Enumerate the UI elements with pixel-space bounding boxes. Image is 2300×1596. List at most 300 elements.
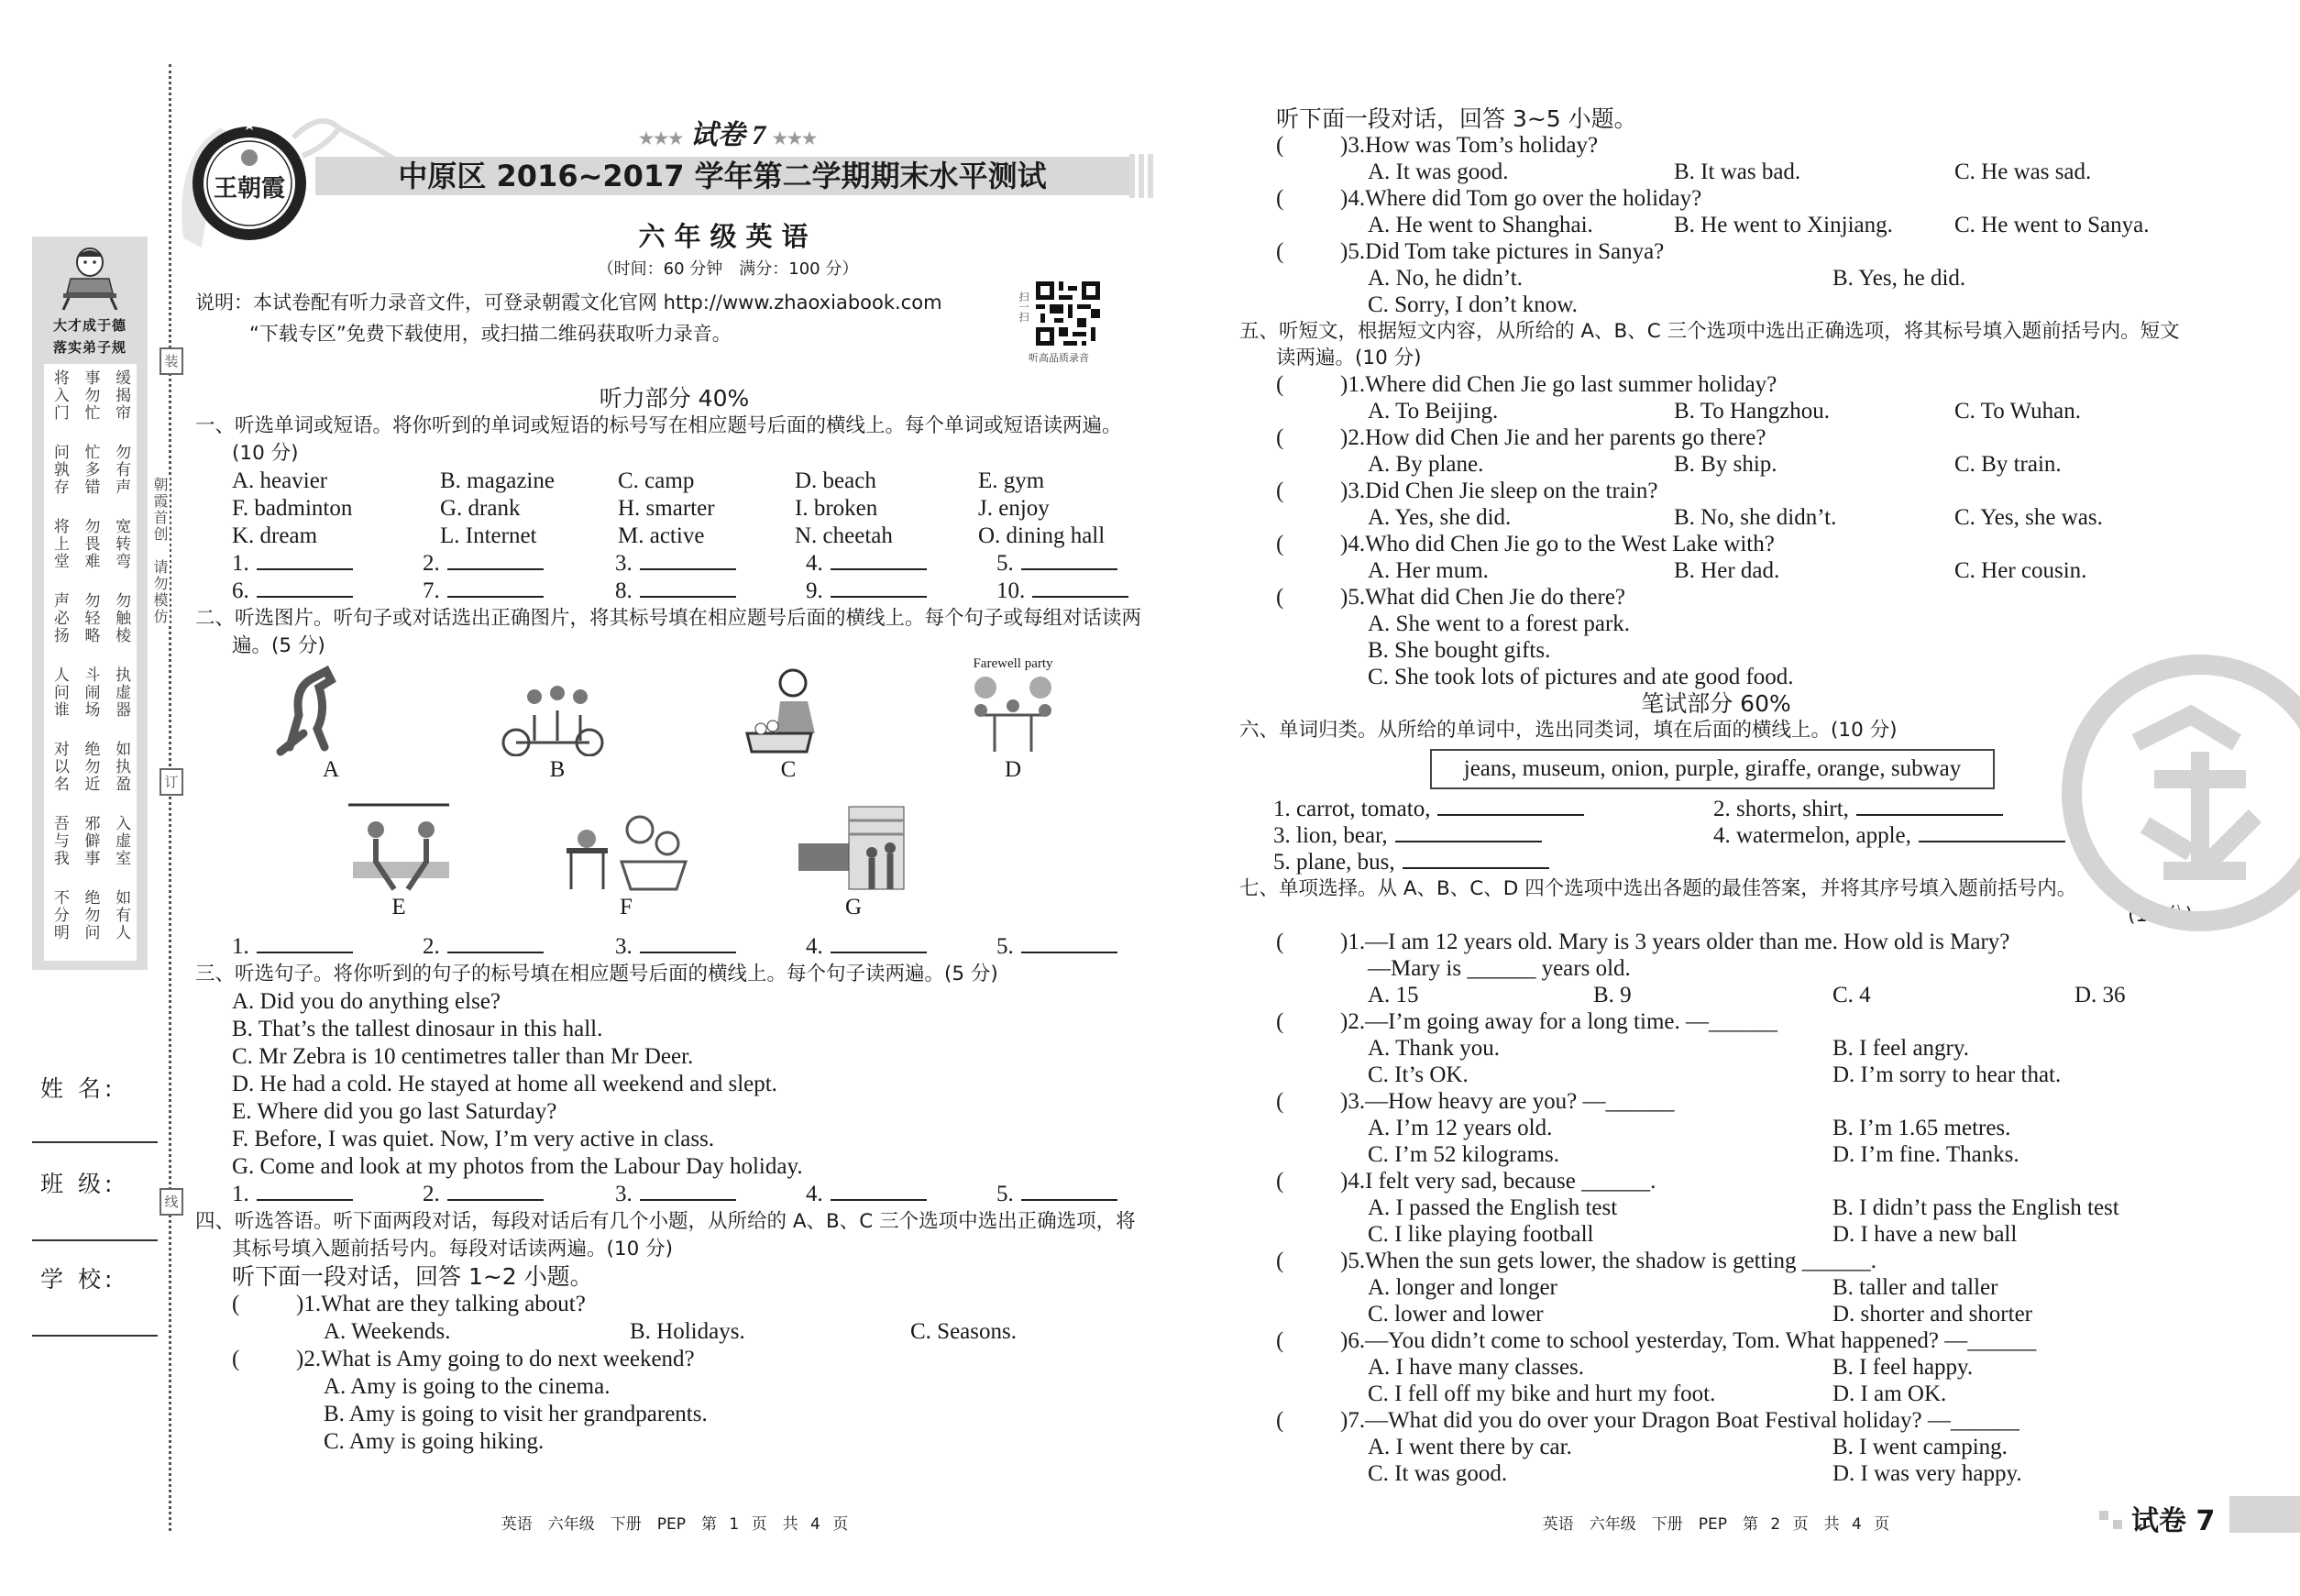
instructions-line-1: 说明：本试卷配有听力录音文件，可登录朝霞文化官网 http://www.zhaoxiabook.com: [195, 292, 942, 314]
picture-label: C: [780, 757, 797, 782]
answer-blank-line: [640, 933, 736, 953]
sentence-option: D. He had a cold. He stayed at home all weekend and slept.: [232, 1072, 777, 1096]
question-number: 1.: [1348, 930, 1366, 954]
answer-blank-line: [831, 578, 927, 598]
answer-option: A. No, he didn’t.: [1368, 266, 1523, 291]
answer-blank-item: [232, 1181, 423, 1208]
answer-option: C. Her cousin.: [1954, 558, 2087, 583]
blank-number: 3.: [615, 1182, 633, 1206]
answer-option: C. Sorry, I don’t know.: [1368, 292, 1578, 317]
verse-column: 入虚室: [112, 815, 131, 867]
question-number: 2.: [303, 1347, 322, 1371]
answer-bracket-open: (: [1276, 425, 1284, 450]
answer-option: A. To Beijing.: [1368, 399, 1499, 424]
answer-blank-item: [615, 550, 806, 578]
answer-blank-item: [232, 550, 423, 578]
question-body: [1340, 1008, 1777, 1035]
answer-option: B. I didn’t pass the English test: [1832, 1195, 2119, 1220]
verse-column: 问孰存: [50, 444, 69, 496]
answer-blank-item: [423, 1181, 615, 1208]
blank-number: 4.: [806, 551, 823, 576]
question-body: [1340, 185, 1701, 212]
answer-options: [1239, 1035, 2193, 1088]
answer-options: [195, 1373, 1153, 1456]
page-1-footer: 英语 六年级 下册 PEP 第 1 页 共 4 页: [501, 1515, 849, 1534]
question-text: —I am 12 years old. Mary is 3 years older than me. How old is Mary?: [1365, 930, 2010, 954]
question-body: [1340, 1327, 2036, 1354]
answer-option: D. I’m sorry to hear that.: [1832, 1062, 2062, 1087]
blank-number: 1.: [232, 1182, 249, 1206]
answer-blank-line: [257, 933, 353, 953]
classification-prompt: 4. watermelon, apple,: [1713, 823, 1911, 848]
answer-bracket-open: (: [232, 1347, 240, 1371]
answer-option: A. I have many classes.: [1368, 1355, 1585, 1380]
word-option: F. badminton: [232, 496, 353, 521]
verse-column: 不分明: [50, 889, 69, 941]
answer-blank-item: [806, 1181, 996, 1208]
question-number: 2.: [1348, 1009, 1366, 1034]
answer-bracket-close: ): [1340, 133, 1348, 158]
answer-option: C. I like playing football: [1368, 1222, 1594, 1247]
answer-bracket-close: ): [1340, 239, 1348, 264]
family-street-icon: [785, 798, 922, 894]
question-text: Where did Chen Jie go last summer holiday?: [1365, 372, 1777, 397]
question-text: When the sun gets lower, the shadow is getting ______.: [1365, 1249, 1877, 1273]
corner-decoration: [2099, 1511, 2108, 1520]
question-body: [1340, 478, 1657, 504]
picture-label: G: [844, 895, 863, 919]
answer-option: B. She bought gifts.: [1368, 638, 1551, 663]
corner-bar: [2229, 1496, 2300, 1533]
dinosaur-icon: [262, 660, 400, 756]
word-option: A. heavier: [232, 468, 328, 493]
answer-blank-item: [423, 933, 615, 961]
classification-prompt: 1. carrot, tomato,: [1273, 797, 1431, 821]
answer-option: D. I am OK.: [1832, 1381, 1947, 1406]
answer-blanks: [195, 1181, 1153, 1208]
section-score: (10 分): [2128, 904, 2193, 926]
blank-number: 8.: [615, 578, 633, 603]
classification-prompt: 5. plane, bus,: [1273, 850, 1395, 875]
question-body: [1340, 238, 1664, 265]
seal-watermark: [2053, 642, 2300, 944]
blank-number: 1.: [232, 934, 249, 959]
answer-option: C. He went to Sanya.: [1954, 213, 2150, 237]
verse-column: 勿畏难: [81, 518, 100, 570]
answer-option: A. He went to Shanghai.: [1368, 213, 1593, 237]
verse-column: 绝勿问: [81, 889, 100, 941]
verse-column: 绝勿近: [81, 741, 100, 793]
word-option: K. dream: [232, 523, 318, 548]
verse-column: 勿触棱: [112, 592, 131, 644]
verse-group: [44, 364, 137, 438]
answer-options: [1239, 265, 2193, 318]
answer-blank-line: [1021, 1181, 1117, 1201]
blank-number: 7.: [423, 578, 440, 603]
answer-blank-item: [806, 578, 996, 605]
picture-g: [785, 798, 922, 921]
sentence-option: F. Before, I was quiet. Now, I’m very active in class.: [232, 1127, 715, 1151]
svg-text:王朝霞: 王朝霞: [213, 175, 286, 203]
verse-group: [44, 735, 137, 809]
answer-bracket-open: (: [1276, 1408, 1284, 1433]
question: [1239, 1008, 2193, 1035]
question-number: 5.: [1348, 1249, 1366, 1273]
question: [1239, 929, 2193, 955]
sentence-option: A. Did you do anything else?: [232, 989, 501, 1014]
answer-options: [1239, 398, 2193, 424]
classification-item: [1273, 822, 1713, 849]
answer-bracket-open: (: [232, 1292, 240, 1316]
question: [1239, 1088, 2193, 1115]
answer-bracket-open: (: [1276, 1328, 1284, 1353]
instructions-line-2: “下载专区”免费下载使用，或扫描二维码获取听力录音。: [249, 323, 732, 345]
verse-column: 斗闹场: [81, 666, 100, 719]
answer-blank-line: [640, 1181, 736, 1201]
blank-number: 9.: [806, 578, 823, 603]
answer-option: C. Amy is going hiking.: [324, 1429, 545, 1454]
answer-blank-line: [447, 1181, 544, 1201]
verse-column: 如有人: [112, 889, 131, 941]
answer-bracket-close: ): [296, 1347, 304, 1371]
blank-number: 5.: [996, 1182, 1014, 1206]
qr-scan-label: 扫一扫: [1018, 292, 1029, 322]
answer-option: C. Yes, she was.: [1954, 505, 2103, 530]
answer-option: B. I feel angry.: [1832, 1036, 1970, 1061]
verse-group: [44, 809, 137, 884]
word-option: E. gym: [978, 468, 1045, 493]
school-line: [32, 1335, 158, 1337]
answer-option: B. No, she didn’t.: [1674, 505, 1837, 530]
question: [195, 1291, 1153, 1318]
question-body: [1340, 929, 2009, 955]
stars-right: ★★★: [772, 129, 818, 148]
answer-blanks: [195, 933, 1153, 961]
blank-number: 5.: [996, 551, 1014, 576]
answer-blank-item: [615, 578, 806, 605]
answer-bracket-close: ): [1340, 585, 1348, 610]
answer-bracket-open: (: [1276, 133, 1284, 158]
name-label: 姓 名:: [40, 1075, 116, 1102]
question: [195, 1346, 1153, 1373]
answer-blanks: [195, 550, 1153, 605]
answer-blank-line: [640, 578, 736, 598]
answer-blank-line: [1032, 578, 1128, 598]
question-text: How was Tom’s holiday?: [1365, 133, 1599, 158]
answer-option: A. Thank you.: [1368, 1036, 1500, 1061]
answer-option: A. I passed the English test: [1368, 1195, 1618, 1220]
page-2-content: [1239, 105, 2193, 1487]
answer-bracket-close: ): [1340, 1009, 1348, 1034]
answer-option: C. I fell off my bike and hurt my foot.: [1368, 1381, 1716, 1406]
answer-blank-line: [1395, 822, 1542, 842]
question-number: 3.: [1348, 1089, 1366, 1114]
answer-option: B. Her dad.: [1674, 558, 1780, 583]
page-2-footer: 英语 六年级 下册 PEP 第 2 页 共 4 页: [1542, 1515, 1890, 1534]
picnic-icon: [557, 798, 695, 894]
answer-option: D. 36: [2074, 983, 2126, 1007]
answer-option: B. By ship.: [1674, 452, 1777, 477]
dialogue-instruction: 听下面一段对话，回答 3~5 小题。: [1276, 105, 1637, 132]
answer-option: B. Yes, he did.: [1832, 266, 1966, 291]
blank-number: 3.: [615, 934, 633, 959]
question-number: 5.: [1348, 585, 1366, 610]
word-option: H. smarter: [618, 496, 715, 521]
answer-bracket-close: ): [296, 1292, 304, 1316]
picture-label: F: [620, 895, 633, 919]
answer-bracket-close: ): [1340, 1328, 1348, 1353]
verse-group: [44, 438, 137, 512]
question: [1239, 371, 2193, 398]
answer-option: D. I was very happy.: [1832, 1461, 2022, 1486]
kids-on-bench-icon: [330, 798, 468, 894]
answer-blank-line: [257, 578, 353, 598]
answer-blank-item: [615, 1181, 806, 1208]
answer-option: B. taller and taller: [1832, 1275, 1998, 1300]
blank-number: 5.: [996, 934, 1014, 959]
farewell-party-icon: [944, 660, 1082, 756]
classification-item: [1273, 796, 1713, 822]
question-number: 4.: [1348, 186, 1366, 211]
question-section-heading: 二、听选图片。听句子或对话选出正确图片，将其标号填在相应题号后面的横线上。每个句子或每组对话读两遍。(5 分): [195, 607, 1142, 657]
bike-riders-icon: [489, 660, 626, 756]
answer-option: C. By train.: [1954, 452, 2062, 477]
answer-option: D. shorter and shorter: [1832, 1302, 2032, 1326]
question-text: Did Chen Jie sleep on the train?: [1365, 479, 1658, 503]
question-number: 3.: [1348, 479, 1366, 503]
stars-left: ★★★: [638, 129, 684, 148]
word-option: C. camp: [618, 468, 695, 493]
picture-label: B: [549, 757, 566, 782]
answer-blank-item: [806, 933, 996, 961]
picture-f: [557, 798, 695, 921]
answer-option: D. I have a new ball: [1832, 1222, 2018, 1247]
copyright-notice: 朝霞首创 请勿模仿: [151, 477, 169, 625]
question-number: 5.: [1348, 239, 1366, 264]
answer-option: A. By plane.: [1368, 452, 1484, 477]
question-body: [1340, 584, 1625, 611]
question: [1239, 531, 2193, 557]
word-option: B. magazine: [440, 468, 555, 493]
question: [1239, 1327, 2193, 1354]
answer-blank-item: [806, 550, 996, 578]
answer-options: [1239, 982, 2193, 1008]
answer-blank-item: [615, 933, 806, 961]
picture-caption: Farewell party: [973, 656, 1053, 671]
answer-option: A. Weekends.: [324, 1319, 451, 1344]
question-number: 1.: [1348, 372, 1366, 397]
word-options: [195, 468, 1153, 550]
blank-number: 2.: [423, 1182, 440, 1206]
picture-label: E: [391, 895, 406, 919]
series-label: [545, 112, 911, 152]
answer-option: C. To Wuhan.: [1954, 399, 2081, 424]
word-bank: [1239, 743, 2193, 796]
answer-option: A. I’m 12 years old.: [1368, 1116, 1553, 1140]
question-text: Did Tom take pictures in Sanya?: [1365, 239, 1665, 264]
question-number: 4.: [1348, 1169, 1366, 1194]
question-body: [296, 1346, 695, 1373]
answer-option: B. I feel happy.: [1832, 1355, 1974, 1380]
answer-blank-line: [1021, 933, 1117, 953]
answer-option: A. Yes, she did.: [1368, 505, 1512, 530]
sentence-option: C. Mr Zebra is 10 centimetres taller than Mr Deer.: [232, 1044, 694, 1069]
corner-series-tag: 试卷 7: [2131, 1505, 2216, 1537]
binding-dotted-line: [169, 64, 171, 1531]
answer-blank-line: [831, 550, 927, 570]
answer-options: [1239, 451, 2193, 478]
answer-bracket-close: ): [1340, 186, 1348, 211]
school-label: 学 校:: [40, 1266, 116, 1293]
question-text-continued: —Mary is ______ years old.: [1368, 956, 1631, 981]
answer-option: C. He was sad.: [1954, 160, 2092, 184]
verse-column: 声必扬: [50, 592, 69, 644]
answer-blank-line: [447, 550, 544, 570]
verse-group: [44, 661, 137, 735]
binding-mark-ding: 订: [160, 768, 183, 796]
question: [1239, 1248, 2193, 1274]
verse-group: [44, 587, 137, 661]
question: [1239, 132, 2193, 159]
answer-option: B. 9: [1593, 983, 1632, 1007]
answer-blank-line: [1437, 796, 1584, 816]
blank-number: 2.: [423, 551, 440, 576]
question-text: What is Amy going to do next weekend?: [321, 1347, 695, 1371]
answer-options: [1239, 1194, 2193, 1248]
question-text: What did Chen Jie do there?: [1365, 585, 1626, 610]
question-body: [1340, 424, 1766, 451]
sidebar-dizigui-panel: [32, 237, 148, 970]
word-option: J. enjoy: [978, 496, 1050, 521]
picture-label: D: [1004, 757, 1022, 782]
answer-blank-line: [640, 550, 736, 570]
question: [1239, 478, 2193, 504]
binding-mark-xian: 线: [160, 1188, 183, 1216]
verse-column: 将上堂: [50, 518, 69, 570]
answer-bracket-open: (: [1276, 1009, 1284, 1034]
section-title: 听力部分 40%: [599, 385, 750, 412]
verse-group: [44, 512, 137, 587]
question-number: 3.: [1348, 133, 1366, 158]
answer-blank-line: [1919, 822, 2065, 842]
word-option: M. active: [618, 523, 705, 548]
answer-bracket-close: ): [1340, 930, 1348, 954]
question-text: —I’m going away for a long time. —______: [1365, 1009, 1777, 1034]
word-option: G. drank: [440, 496, 521, 521]
answer-option: C. She took lots of pictures and ate good food.: [1368, 665, 1794, 689]
answer-blank-line: [831, 933, 927, 953]
answer-options: [1239, 611, 2193, 690]
answer-blank-line: [1856, 796, 2003, 816]
answer-option: A. longer and longer: [1368, 1275, 1557, 1300]
question-text: —How heavy are you? —______: [1365, 1089, 1675, 1114]
picture-b: [489, 660, 626, 784]
answer-option: C. Seasons.: [910, 1319, 1017, 1344]
answer-blank-line: [447, 933, 544, 953]
verse-group: [44, 884, 137, 958]
answer-option: D. I’m fine. Thanks.: [1832, 1142, 2019, 1167]
answer-blank-line: [1403, 849, 1549, 869]
answer-blank-item: [423, 550, 615, 578]
answer-bracket-open: (: [1276, 372, 1284, 397]
answer-options: [1239, 212, 2193, 238]
answer-options: [1239, 1274, 2193, 1327]
answer-option: B. I went camping.: [1832, 1435, 2008, 1459]
boy-washing-clothes-icon: [720, 660, 857, 756]
question-section-heading: 六、单词归类。从所给的单词中，选出同类词，填在后面的横线上。(10 分): [1239, 719, 1898, 742]
section-title: 笔试部分 60%: [1641, 690, 1791, 717]
answer-option: A. Her mum.: [1368, 558, 1489, 583]
answer-option: A. 15: [1368, 983, 1419, 1007]
blank-number: 3.: [615, 551, 633, 576]
answer-option: C. I’m 52 kilograms.: [1368, 1142, 1560, 1167]
question: [1239, 424, 2193, 451]
question: [1239, 1407, 2193, 1434]
word-option: N. cheetah: [795, 523, 893, 548]
picture-options: [195, 656, 1153, 933]
page-1-content: [195, 385, 1153, 1456]
reading-child-icon: [58, 242, 122, 310]
answer-blank-line: [257, 550, 353, 570]
answer-bracket-close: ): [1340, 1249, 1348, 1273]
answer-options: [1239, 1354, 2193, 1407]
question-text: What are they talking about?: [321, 1292, 586, 1316]
answer-bracket-close: ): [1340, 425, 1348, 450]
word-option: I. broken: [795, 496, 878, 521]
answer-blank-item: [232, 578, 423, 605]
corner-decoration: [2113, 1520, 2122, 1529]
answer-option: C. It’s OK.: [1368, 1062, 1469, 1087]
answer-bracket-open: (: [1276, 186, 1284, 211]
answer-bracket-open: (: [1276, 239, 1284, 264]
answer-bracket-close: ): [1340, 1089, 1348, 1114]
verse-column: 将入门: [50, 369, 69, 422]
verse-column: 忙多错: [81, 444, 100, 496]
picture-a: [262, 660, 400, 784]
question-number: 6.: [1348, 1328, 1366, 1353]
verse-column: 人问谁: [50, 666, 69, 719]
question-number: 1.: [303, 1292, 322, 1316]
word-bank-box: jeans, museum, onion, purple, giraffe, orange, subway: [1430, 749, 1995, 789]
answer-option: C. lower and lower: [1368, 1302, 1544, 1326]
answer-options: [1239, 1434, 2193, 1487]
answer-options: [1239, 159, 2193, 185]
answer-bracket-open: (: [1276, 1089, 1284, 1114]
question-body: [1340, 371, 1777, 398]
answer-option: A. She went to a forest park.: [1368, 611, 1631, 636]
verse-column: 事勿忙: [81, 369, 100, 422]
answer-blank-line: [447, 578, 544, 598]
answer-bracket-open: (: [1276, 585, 1284, 610]
answer-blank-item: [996, 1181, 1153, 1208]
classification-item: [1273, 849, 1713, 875]
subject-title: 六年级英语: [638, 221, 818, 252]
answer-bracket-open: (: [1276, 532, 1284, 556]
answer-bracket-open: (: [1276, 1249, 1284, 1273]
answer-blank-item: [996, 933, 1153, 961]
answer-option: B. I’m 1.65 metres.: [1832, 1116, 2011, 1140]
motto-line-1: 大才成于德: [52, 317, 127, 334]
answer-options: [195, 1318, 1153, 1346]
answer-blank-item: [996, 550, 1153, 578]
banner-fade-decoration: [1129, 154, 1157, 198]
sentence-option: G. Come and look at my photos from the Labour Day holiday.: [232, 1154, 803, 1179]
blank-number: 4.: [806, 1182, 823, 1206]
verse-column: 执虚器: [112, 666, 131, 719]
question: [1239, 238, 2193, 265]
answer-blank-line: [831, 1181, 927, 1201]
question-body: [1340, 1088, 1675, 1115]
